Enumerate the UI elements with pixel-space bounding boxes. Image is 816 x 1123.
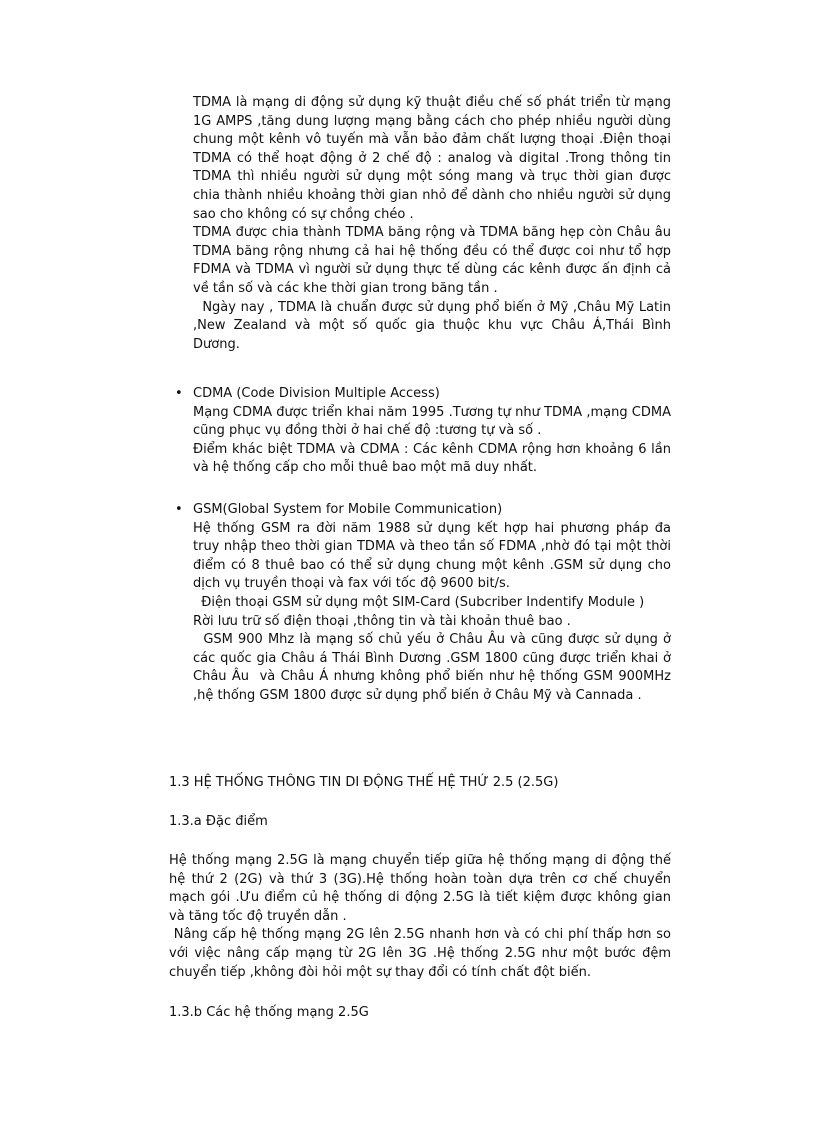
gsm-paragraph-3: GSM 900 Mhz là mạng số chủ yếu ở Châu Âu và cũng được sử dụng ở các quốc gia Châu á Thái Bình Dương .GSM 1800 cũng được triển khai ở Châu Âu và Châu Á nhưng không phổ biến như hệ thống GSM 900MHz ,hệ thống GSM 1800 được sử dụng phổ biến ở Châu Mỹ và Cannada . (193, 632, 676, 703)
section-paragraph-2: Nâng cấp hệ thống mạng 2G lên 2.5G nhanh hơn và có chi phí thấp hơn so với việc nâng cấp mạng từ 2G lên 3G .Hệ thống 2.5G như một bước đệm chuyển tiếp ,không đòi hỏi một sự thay đổi có tính chất đột biến. (169, 927, 676, 980)
bullet-icon: • (175, 386, 183, 401)
section-paragraph-1: Hệ thống mạng 2.5G là mạng chuyển tiếp giữa hệ thống mạng di động thế hệ thứ 2 (2G) và thứ 3 (3G).Hệ thống hoàn toàn dựa trên cơ chế chuyển mạch gói .Ưu điểm củ hệ thống di động 2.5G là tiết kiệm được không gian và tăng tốc độ truyền dẫn . (169, 853, 671, 924)
subsection-heading-a: 1.3.a Đặc điểm (169, 814, 268, 829)
gsm-paragraph-2a: Điện thoại GSM sử dụng một SIM-Card (Subcriber Indentify Module ) (193, 594, 645, 610)
tdma-paragraph-2: TDMA được chia thành TDMA băng rộng và TDMA băng hẹp còn Châu âu TDMA băng rộng nhưng cả hai hệ thống đều có thể được coi như tổ hợp FDMA và TDMA vì người sử dụng thực tế dùng các kênh được ấn định cả về tần số và các khe thời gian trong băng tần . (193, 225, 671, 296)
cdma-paragraph-1: Mạng CDMA được triển khai năm 1995 .Tương tự như TDMA ,mạng CDMA cũng phục vụ đồng thời ở hai chế độ :tương tự và số . (193, 404, 671, 439)
subsection-heading-b: 1.3.b Các hệ thống mạng 2.5G (169, 1005, 369, 1020)
cdma-paragraph-2: Điểm khác biệt TDMA và CDMA : Các kênh CDMA rộng hơn khoảng 6 lần và hệ thống cấp cho mỗi thuê bao một mã duy nhất. (193, 441, 671, 476)
cdma-title: CDMA (Code Division Multiple Access) (193, 386, 440, 401)
gsm-paragraph-1: Hệ thống GSM ra đời năm 1988 sử dụng kết hợp hai phương pháp đa truy nhập theo thời gian TDMA và theo tần số FDMA ,nhờ đó tại một thời điểm có 8 thuê bao có thể sử dụng chung một kênh .GSM sử dụng cho dịch vụ truyền thoại và fax với tốc độ 9600 bit/s. (193, 520, 671, 592)
gsm-bullet-item (175, 501, 676, 706)
section-2-5g-body (169, 852, 676, 982)
section-heading: 1.3 HỆ THỐNG THÔNG TIN DI ĐỘNG THẾ HỆ THỨ 2.5 (2.5G) (169, 775, 559, 790)
cdma-bullet-item (175, 385, 671, 478)
tdma-paragraph-1: TDMA là mạng di động sử dụng kỹ thuật điều chế số phát triển từ mạng 1G AMPS ,tăng dung lượng mạng bằng cách cho phép nhiều người dùng chung một kênh vô tuyến mà vẫn bảo đảm chất lượng thoại .Điện thoại TDMA có thể hoạt động ở 2 chế độ : analog và digital .Trong thông tin TDMA thì nhiều người sử dụng một sóng mang và trục thời gian được chia thành nhiều khoảng thời gian nhỏ để dành cho nhiều người sử dụng sao cho không có sự chồng chéo . (193, 95, 671, 222)
tdma-section (193, 94, 676, 354)
bullet-icon: • (175, 502, 183, 517)
gsm-paragraph-2b: Rời lưu trữ số điện thoại ,thông tin và tài khoản thuê bao . (193, 613, 571, 629)
tdma-paragraph-3: Ngày nay , TDMA là chuẩn được sử dụng phổ biến ở Mỹ ,Châu Mỹ Latin ,New Zealand và một số quốc gia thuộc khu vực Châu Á,Thái Bình Dương. (193, 299, 676, 352)
gsm-title: GSM(Global System for Mobile Communication) (193, 502, 503, 517)
